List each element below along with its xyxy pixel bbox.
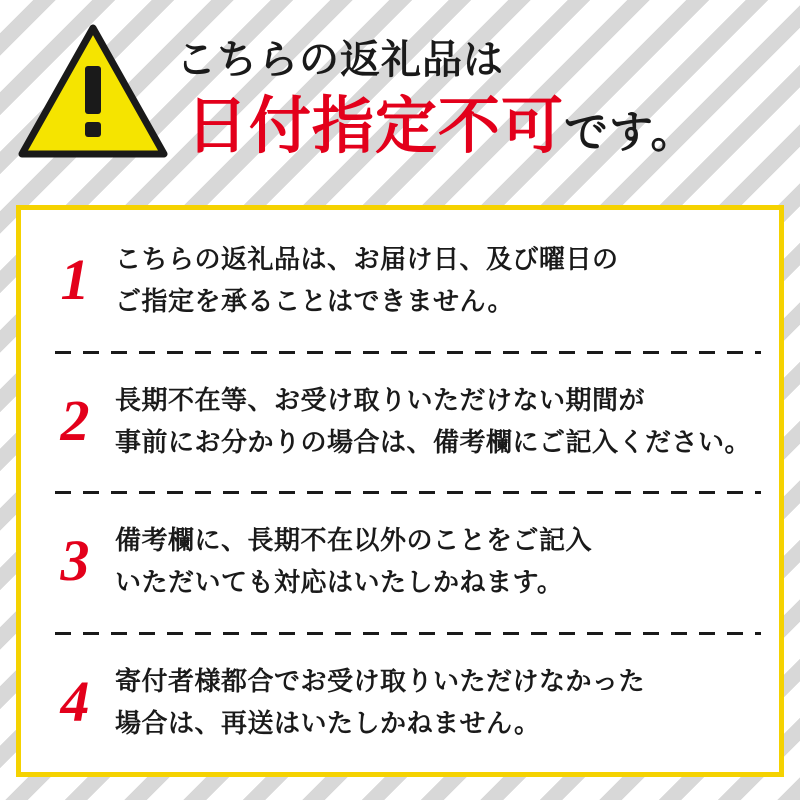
list-item: [21, 632, 779, 773]
list-item-number: 3: [60, 528, 90, 594]
list-item-line: 寄付者様都合でお受け取りいただけなかった: [115, 665, 646, 696]
warning-triangle-exclamation-icon: [18, 24, 168, 160]
list-item-text: [107, 238, 765, 322]
list-item-line: 場合は、再送はいたしかねません。: [115, 707, 541, 738]
list-item-number: 2: [60, 387, 90, 453]
header-highlight: 日付指定不可: [186, 92, 565, 161]
list-item-line: 事前にお分かりの場合は、備考欄にご記入ください。: [115, 426, 752, 457]
list-item-text: [107, 379, 765, 463]
notice-list-box: [16, 205, 784, 777]
list-item-text: [107, 660, 765, 744]
header-tail: です。: [564, 108, 696, 157]
header-line-2: [186, 92, 696, 161]
header-line-1: こちらの返礼品は: [176, 38, 504, 82]
list-item: [21, 351, 779, 492]
list-item: [21, 210, 779, 351]
list-item-number: 4: [60, 668, 90, 734]
list-item-line: こちらの返礼品は、お届け日、及び曜日の: [115, 244, 619, 275]
list-item-line: 備考欄に、長期不在以外のことをご記入: [115, 525, 593, 556]
list-item-number: 1: [60, 247, 90, 313]
list-item-text: [107, 519, 765, 603]
list-item-line: 長期不在等、お受け取りいただけない期間が: [115, 384, 646, 415]
banner-header: [0, 0, 800, 196]
list-item-line: いただいても対応はいたしかねます。: [115, 567, 564, 598]
notice-rows: [21, 210, 779, 772]
list-item: [21, 491, 779, 632]
list-item-line: ご指定を承ることはできません。: [115, 286, 515, 317]
